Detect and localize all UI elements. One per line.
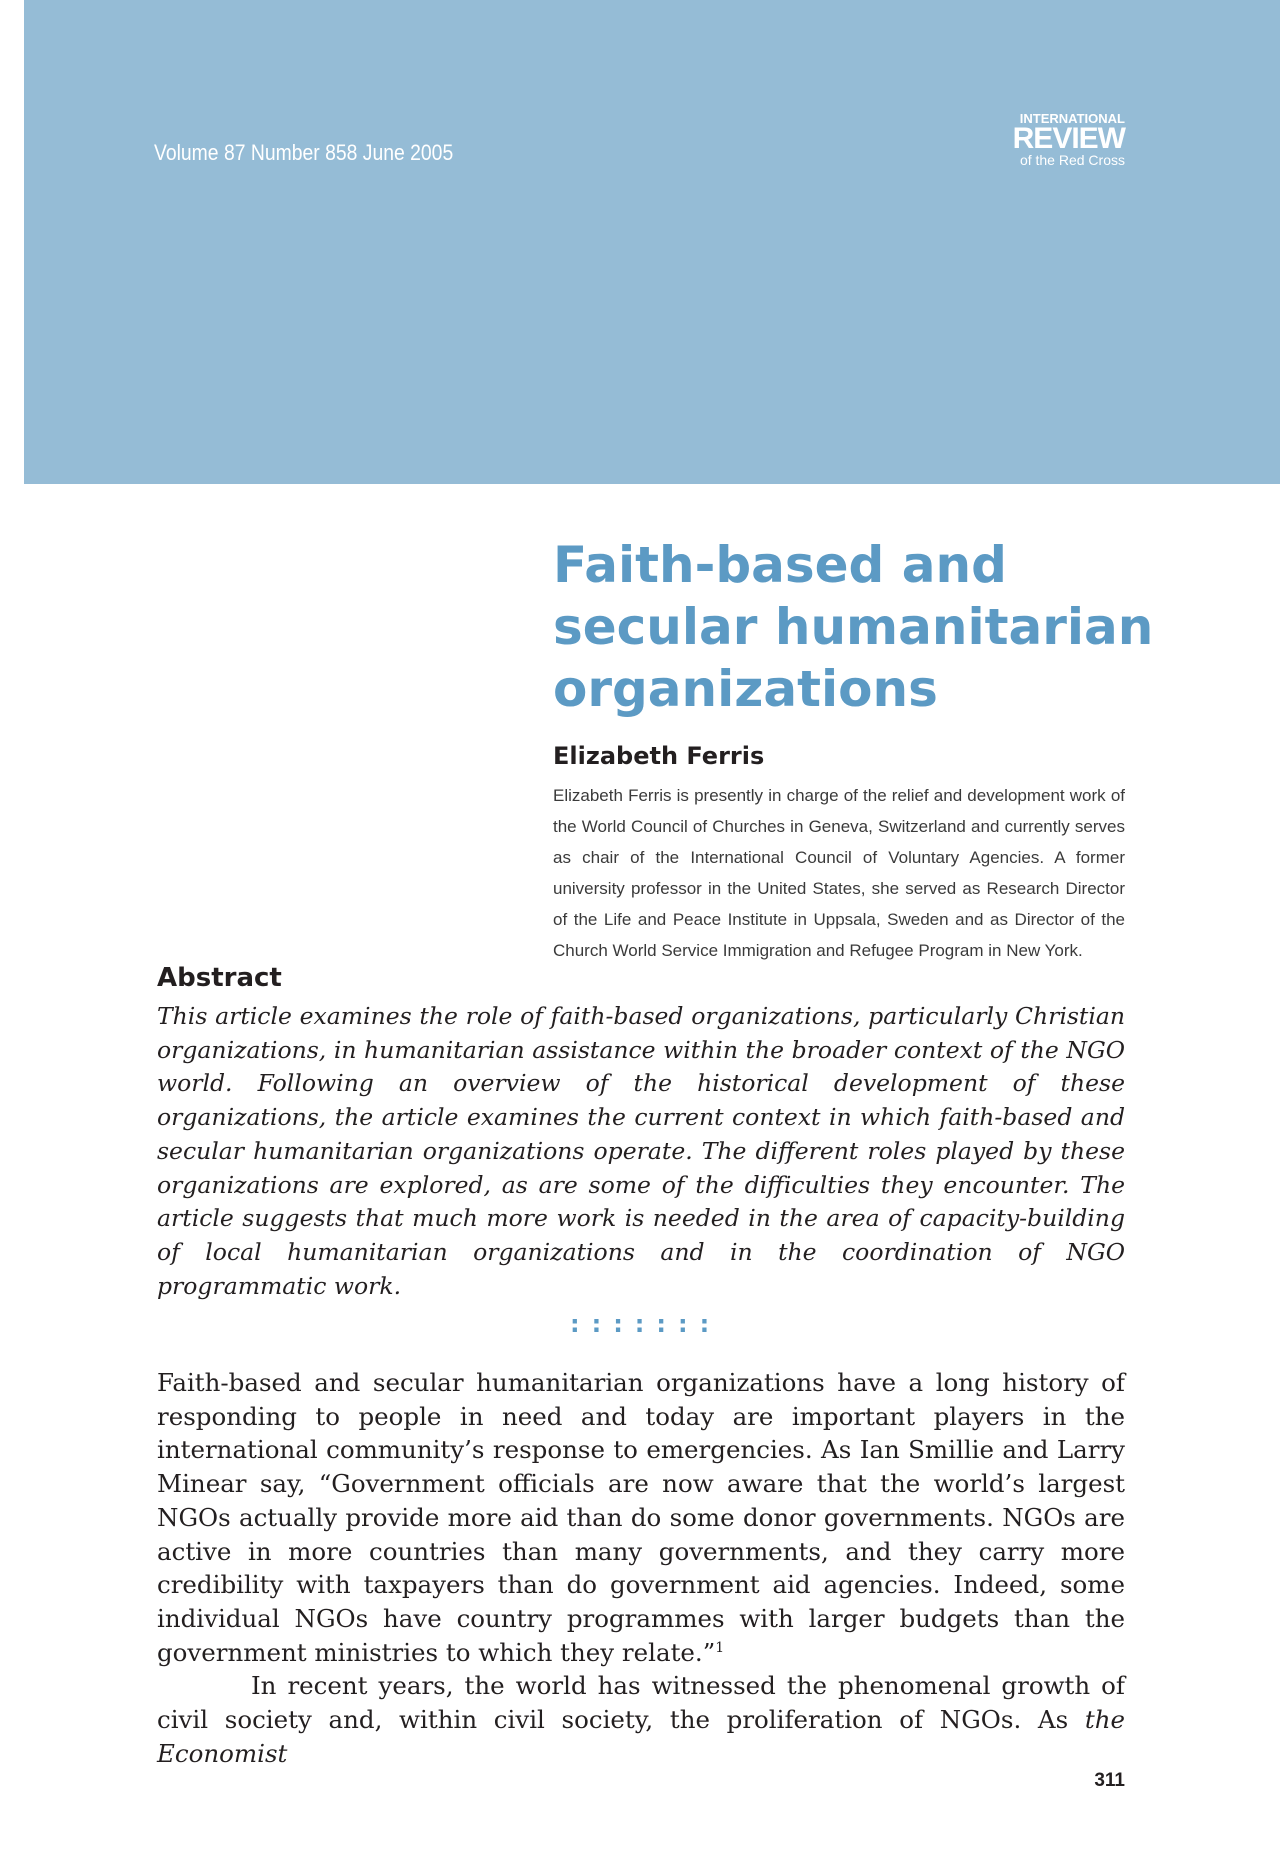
paragraph-1-text: Faith-based and secular humanitarian organizations have a long history of responding to people in need and today are important players in the international community’s response to emergencies. As Ian Smillie and Larry Minear say, “Government officials are now aware that the world’s largest NGOs actually provide more aid than do some donor governments. NGOs are active in more countries than many governments, and they carry more credibility with taxpayers than do government aid agencies. Indeed, some individual NGOs have country programmes with larger budgets than the government ministries to which they relate.” xyxy=(157,1368,1125,1667)
journal-logo xyxy=(1005,112,1125,168)
author-bio: Elizabeth Ferris is presently in charge of the relief and development work of the World Council of Churches in Geneva, Switzerland and currently serves as chair of the International Council of Voluntary Agencies. A former university professor in the United States, she served as Research Director of the Life and Peace Institute in Uppsala, Sweden and as Director of the Church World Service Immigration and Refugee Program in New York. xyxy=(553,786,1125,960)
paragraph-2-text: In recent years, the world has witnessed the phenomenal growth of civil society and, within civil society, the proliferation of NGOs. As xyxy=(157,1671,1125,1735)
footnote-ref[interactable]: 1 xyxy=(715,1639,725,1656)
body-paragraph-2 xyxy=(157,1669,1125,1770)
body-text xyxy=(157,1366,1125,1770)
body-paragraph-1 xyxy=(157,1366,1125,1669)
paragraph-2-italic: the Economist xyxy=(157,1705,1125,1768)
logo-top-text: INTERNATIONAL xyxy=(1019,111,1125,126)
volume-line: Volume 87 Number 858 June 2005 xyxy=(154,140,454,165)
author-name: Elizabeth Ferris xyxy=(553,742,765,770)
logo-main-text: REVIEW xyxy=(1012,122,1125,155)
section-separator: ::::::: xyxy=(570,1310,722,1338)
header-band xyxy=(24,0,1280,484)
abstract-heading: Abstract xyxy=(157,963,282,993)
article-title: Faith-based and secular humanitarian organizations xyxy=(553,536,1154,718)
abstract-text: This article examines the role of faith-based organizations, particularly Christian organizations, in humanitarian assistance within the broader context of the NGO world. Following an overview of the historical development of these organizations, the article examines the current context in which faith-based and secular humanitarian organizations operate. The different roles played by these organizations are explored, as are some of the difficulties they encounter. The article suggests that much more work is needed in the area of capacity-building of local humanitarian organizations and in the coordination of NGO programmatic work. xyxy=(157,1002,1125,1300)
page-number: 311 xyxy=(1094,1770,1125,1791)
logo-sub-text: of the Red Cross xyxy=(1019,152,1125,168)
